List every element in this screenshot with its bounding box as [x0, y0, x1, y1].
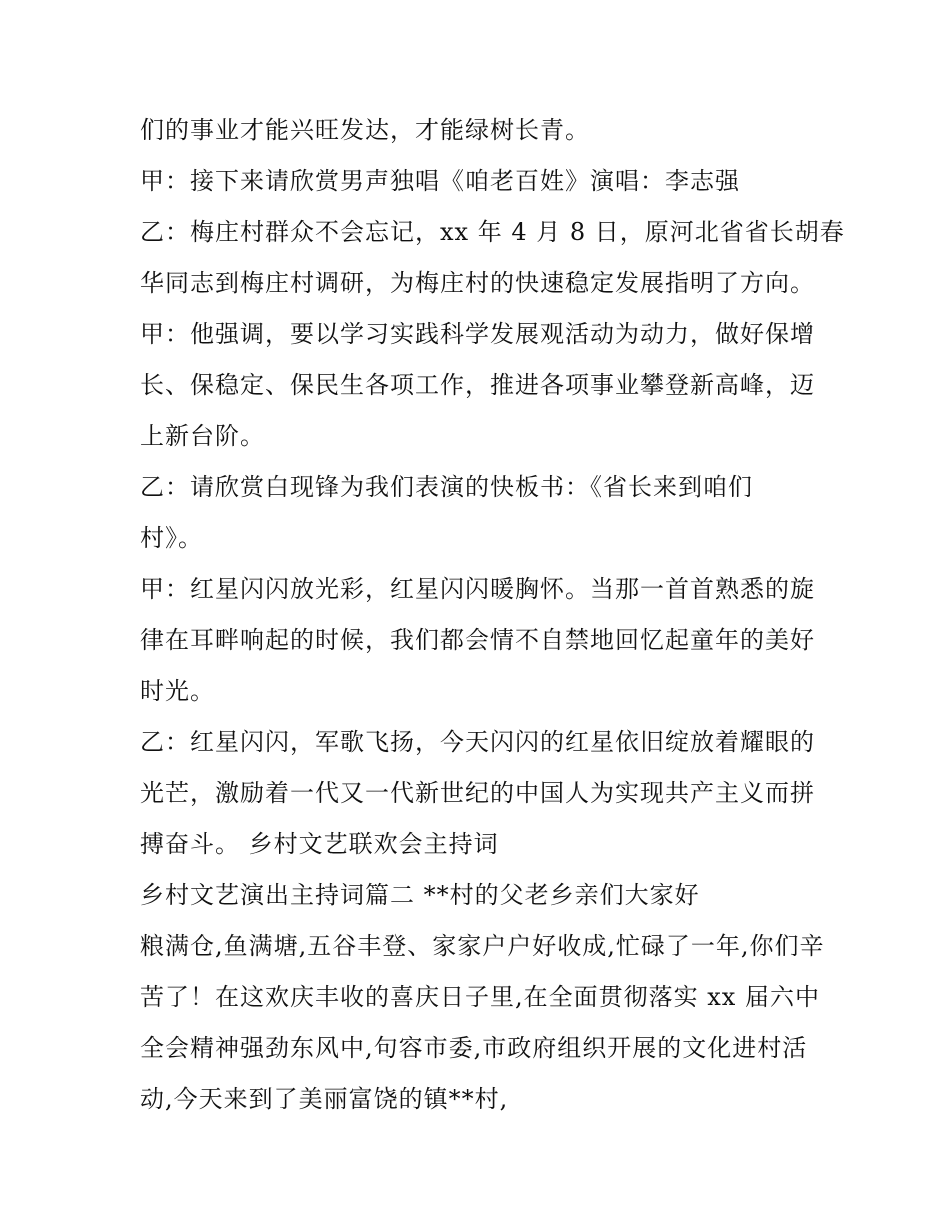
text-line: 全会精神强劲东风中,句容市委,市政府组织开展的文化进村活 — [140, 1034, 808, 1062]
text-line: 动,今天来到了美丽富饶的镇**村, — [140, 1085, 509, 1113]
text-line: 乙：请欣赏白现锋为我们表演的快板书：《省长来到咱们 — [140, 473, 753, 501]
text-line: 乡村文艺演出主持词篇二 **村的父老乡亲们大家好 — [140, 881, 700, 909]
text-line: 光芒，激励着一代又一代新世纪的中国人为实现共产主义而拼 — [140, 779, 815, 807]
text-line: 律在耳畔响起的时候，我们都会情不自禁地回忆起童年的美好 — [140, 626, 815, 654]
text-line: 村》。 — [140, 524, 203, 552]
text-line: 上新台阶。 — [140, 422, 265, 450]
text-line: 华同志到梅庄村调研，为梅庄村的快速稳定发展指明了方向。 — [140, 269, 815, 297]
text-line: 时光。 — [140, 677, 215, 705]
text-line: 甲：他强调，要以学习实践科学发展观活动为动力，做好保增 — [140, 320, 815, 348]
text-line: 搏奋斗。 乡村文艺联欢会主持词 — [140, 830, 499, 858]
text-line: 甲：接下来请欣赏男声独唱《咱老百姓》演唱：李志强 — [140, 167, 740, 195]
text-line: 乙：红星闪闪，军歌飞扬，今天闪闪的红星依旧绽放着耀眼的 — [140, 728, 815, 756]
text-line: 们的事业才能兴旺发达，才能绿树长青。 — [140, 116, 590, 144]
text-line: 苦了！在这欢庆丰收的喜庆日子里,在全面贯彻落实 xx 届六中 — [140, 983, 820, 1011]
text-line: 甲：红星闪闪放光彩，红星闪闪暖胸怀。当那一首首熟悉的旋 — [140, 575, 815, 603]
text-line: 乙：梅庄村群众不会忘记，xx 年 4 月 8 日，原河北省省长胡春 — [140, 218, 845, 246]
text-line: 粮满仓,鱼满塘,五谷丰登、家家户户好收成,忙碌了一年,你们辛 — [140, 932, 825, 960]
text-line: 长、保稳定、保民生各项工作，推进各项事业攀登新高峰，迈 — [140, 371, 815, 399]
